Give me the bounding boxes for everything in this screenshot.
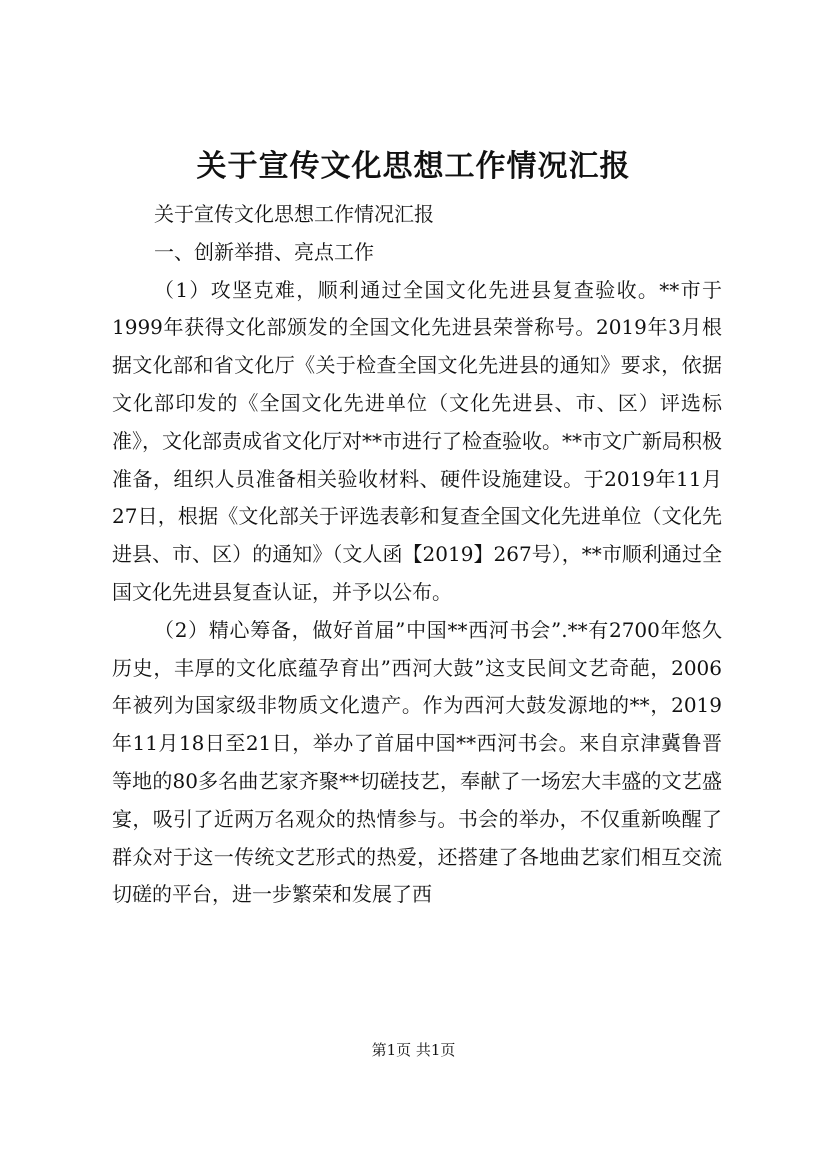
document-body <box>112 196 722 914</box>
paragraph-item-1: （1）攻坚克难，顺利通过全国文化先进县复查验收。**市于1999年获得文化部颁发的全国文化先进县荣誉称号。2019年3月根据文化部和省文化厅《关于检查全国文化先进县的通知》要求，依据文化部印发的《全国文化先进单位（文化先进县、市、区）评选标准》，文化部责成省文化厅对**市进行了检查验收。**市文广新局积极准备，组织人员准备相关验收材料、硬件设施建设。于2019年11月27日，根据《文化部关于评选表彰和复查全国文化先进单位（文化先进县、市、区）的通知》（文人函【2019】267号），**市顺利通过全国文化先进县复查认证，并予以公布。 <box>112 277 722 604</box>
paragraph-section-heading: 一、创新举措、亮点工作 <box>154 239 374 264</box>
paragraph-heading-repeat: 关于宣传文化思想工作情况汇报 <box>154 202 434 226</box>
document-title: 关于宣传文化思想工作情况汇报 <box>196 149 631 184</box>
paragraph-item-2: （2）精心筹备，做好首届”中国**西河书会”.**有2700年悠久历史，丰厚的文化底蕴孕育出”西河大鼓”这支民间文艺奇葩，2006年被列为国家级非物质文化遗产。作为西河大鼓发源地的**，2019年11月18日至21日，举办了首届中国**西河书会。来自京津冀鲁晋等地的80多名曲艺家齐聚**切磋技艺，奉献了一场宏大丰盛的文艺盛宴，吸引了近两万名观众的热情参与。书会的举办，不仅重新唤醒了群众对于这一传统文艺形式的热爱，还搭建了各地曲艺家们相互交流切磋的平台，进一步繁荣和发展了西 <box>112 617 722 907</box>
page-number-footer: 第1页 共1页 <box>371 1041 456 1059</box>
